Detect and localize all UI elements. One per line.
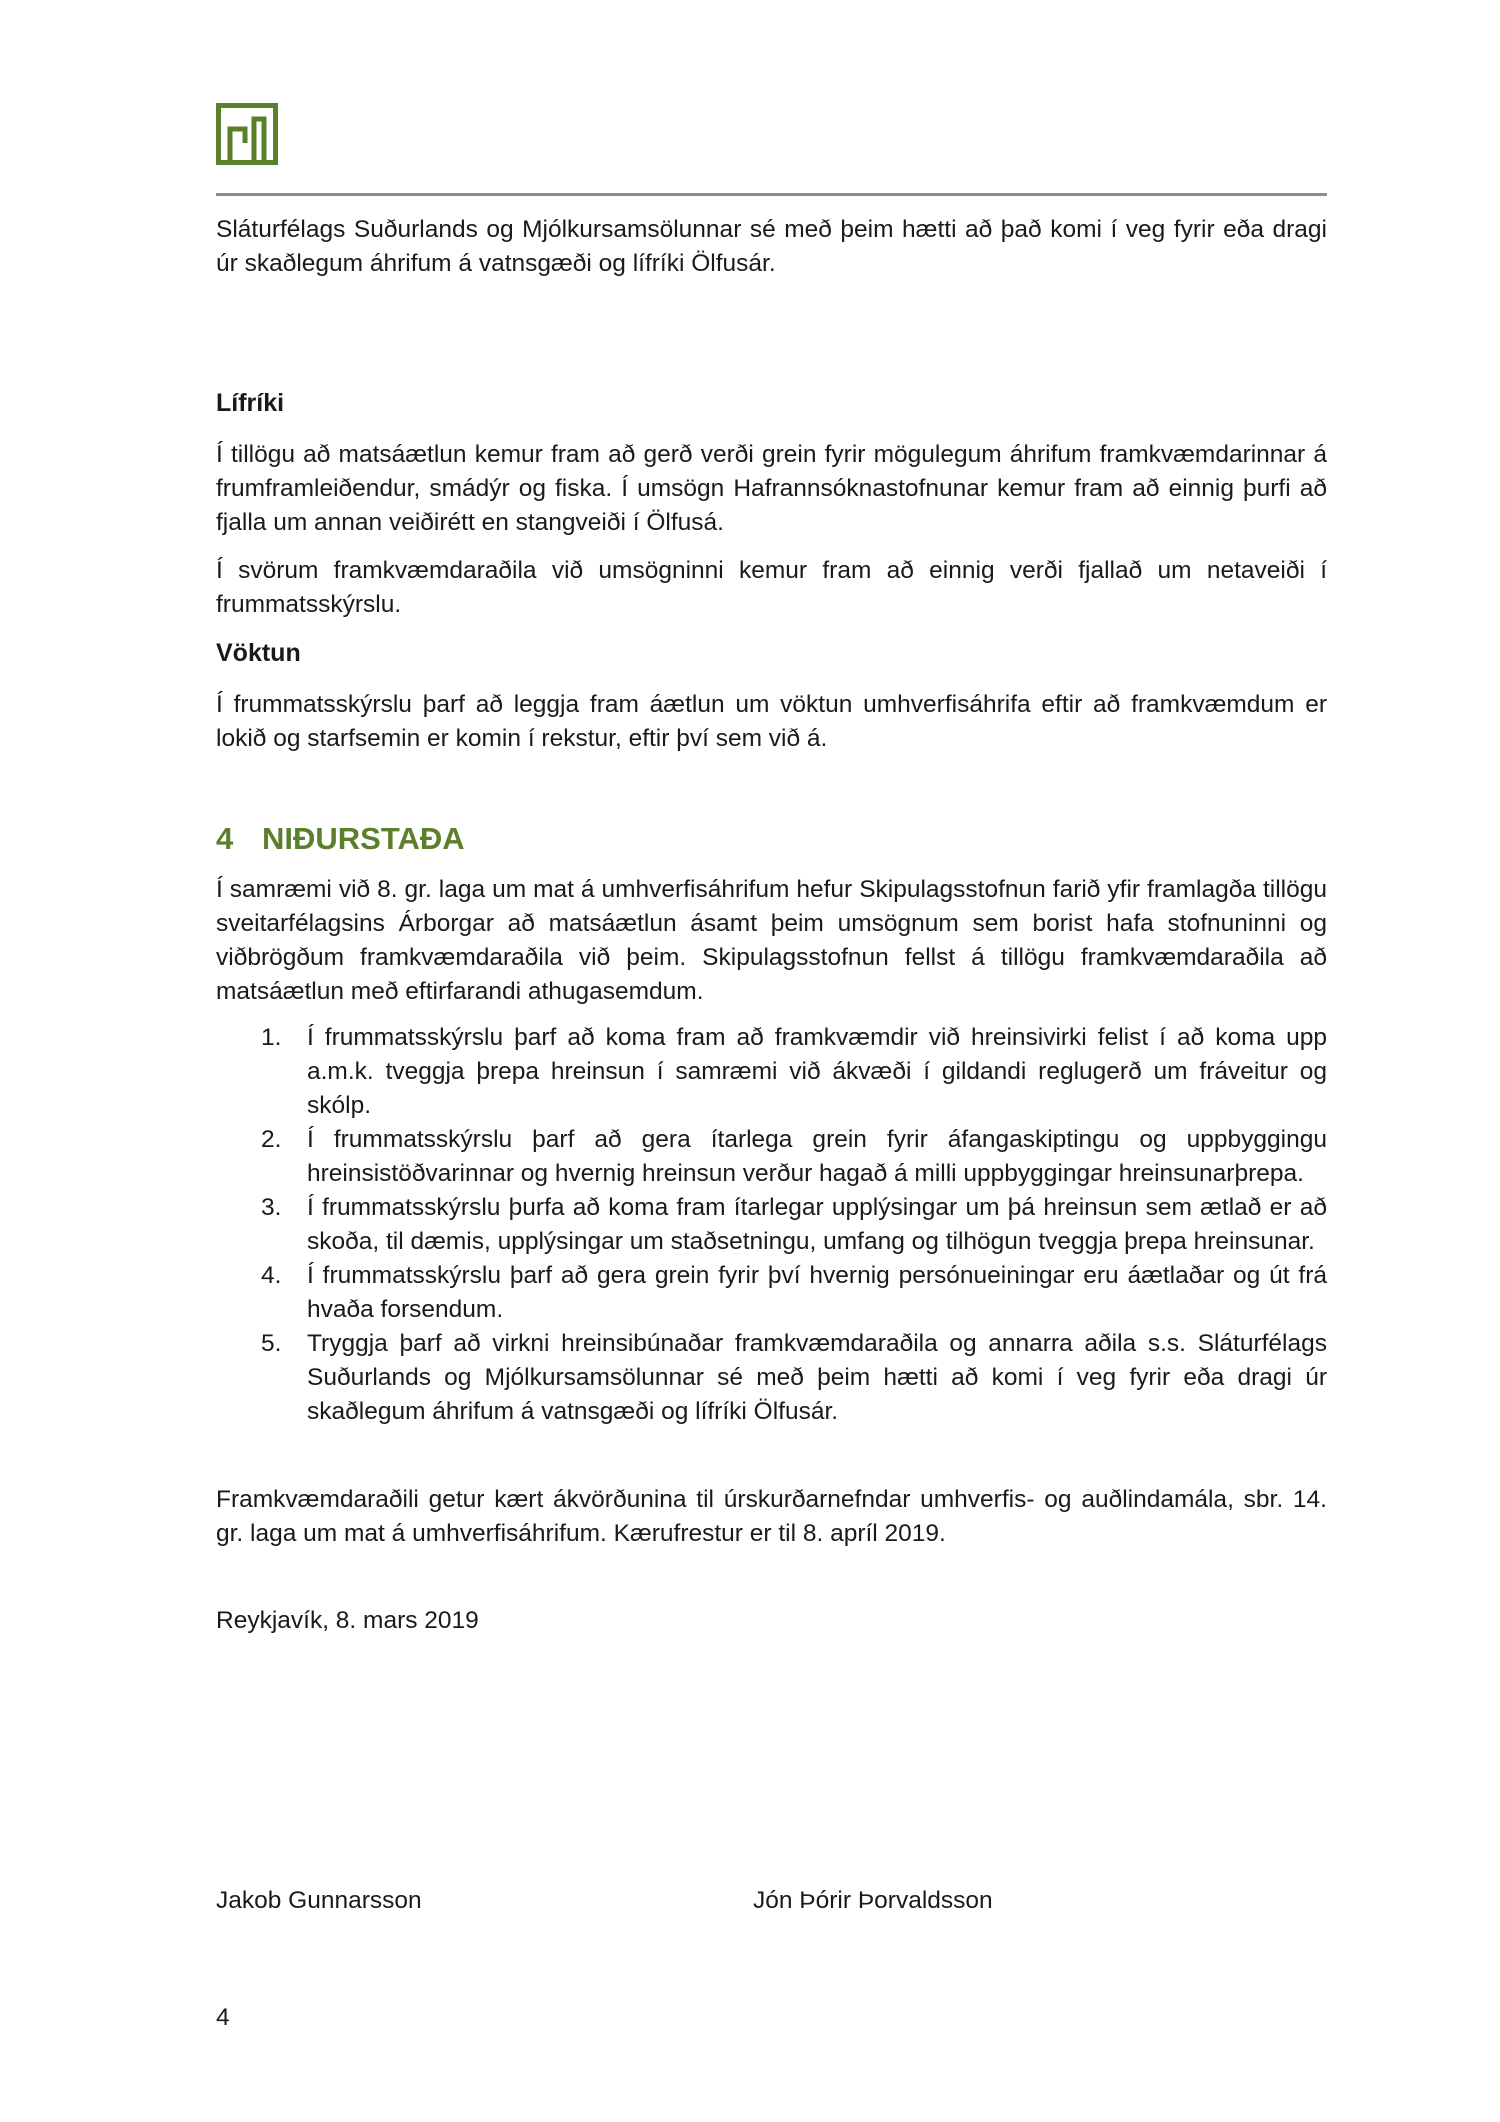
list-item xyxy=(261,1123,1327,1191)
list-item xyxy=(261,1327,1327,1429)
list-item-text: Í frummatsskýrslu þarf að gera grein fyrir því hvernig persónueiningar eru áætlaðar og út frá hvaða forsendum. xyxy=(307,1262,1327,1323)
list-item xyxy=(261,1259,1327,1327)
lifriki-paragraph-1: Í tillögu að matsáætlun kemur fram að gerð verði grein fyrir mögulegum áhrifum framkvæmdarinnar á frumframleiðendur, smádýr og fiska. Í umsögn Hafrannsóknastofnunar kemur fram að einnig þurfi að fjalla um annan veiðirétt en stangveiði í Ölfusá. xyxy=(216,441,1327,536)
list-item xyxy=(261,1021,1327,1123)
voktun-heading: Vöktun xyxy=(216,639,301,667)
list-item xyxy=(261,1191,1327,1259)
section-number: 4 xyxy=(216,821,234,856)
list-item-number: 2. xyxy=(261,1126,282,1153)
list-item-number: 1. xyxy=(261,1024,282,1051)
list-item-text: Í frummatsskýrslu þarf að koma fram að framkvæmdir við hreinsivirki felist í að koma upp a.m.k. tveggja þrepa hreinsun í samræmi við ákvæði í gildandi reglugerð um fráveitur og skólp. xyxy=(307,1024,1327,1119)
lifriki-heading: Lífríki xyxy=(216,389,285,417)
requirements-list xyxy=(216,1021,1327,1429)
appeal-paragraph: Framkvæmdaraðili getur kært ákvörðunina til úrskurðarnefndar umhverfis- og auðlindamála, sbr. 14. gr. laga um mat á umhverfisáhrifum. Kærufrestur er til 8. apríl 2019. xyxy=(216,1486,1327,1547)
section-heading xyxy=(216,819,1327,859)
section-title: NIÐURSTAÐA xyxy=(262,821,465,856)
page-number: 4 xyxy=(216,2004,230,2031)
list-item-number: 3. xyxy=(261,1194,282,1221)
list-item-text: Tryggja þarf að virkni hreinsibúnaðar framkvæmdaraðila og annarra aðila s.s. Sláturfélags Suðurlands og Mjólkursamsölunnar sé með þeim hætti að komi í veg fyrir eða dragi úr skaðlegum áhrifum á vatnsgæði og lífríki Ölfusár. xyxy=(307,1330,1327,1425)
signatory-2: Jón Þórir Þorvaldsson xyxy=(753,1887,993,1914)
conclusion-paragraph: Í samræmi við 8. gr. laga um mat á umhverfisáhrifum hefur Skipulagsstofnun farið yfir framlagða tillögu sveitarfélagsins Árborgar að matsáætlun ásamt þeim umsögnum sem borist hafa stofnuninni og viðbrögðum framkvæmdaraðila við þeim. Skipulagsstofnun fellst á tillögu framkvæmdaraðila að matsáætlun með eftirfarandi athugasemdum. xyxy=(216,876,1327,1005)
intro-paragraph: Sláturfélags Suðurlands og Mjólkursamsölunnar sé með þeim hætti að það komi í veg fyrir eða dragi úr skaðlegum áhrifum á vatnsgæði og lífríki Ölfusár. xyxy=(216,216,1327,277)
document-body xyxy=(216,213,1327,1638)
place-and-date: Reykjavík, 8. mars 2019 xyxy=(216,1607,479,1634)
list-item-number: 4. xyxy=(261,1262,282,1289)
header-divider xyxy=(216,193,1327,196)
list-item-text: Í frummatsskýrslu þurfa að koma fram ítarlegar upplýsingar um þá hreinsun sem ætlað er að skoða, til dæmis, upplýsingar um staðsetningu, umfang og tilhögun tveggja þrepa hreinsunar. xyxy=(307,1194,1327,1255)
signatory-1: Jakob Gunnarsson xyxy=(216,1887,422,1914)
voktun-paragraph: Í frummatsskýrslu þarf að leggja fram áætlun um vöktun umhverfisáhrifa eftir að framkvæmdum er lokið og starfsemin er komin í rekstur, eftir því sem við á. xyxy=(216,691,1327,752)
lifriki-paragraph-2: Í svörum framkvæmdaraðila við umsögninni kemur fram að einnig verði fjallað um netaveiði í frummatsskýrslu. xyxy=(216,557,1327,618)
list-item-text: Í frummatsskýrslu þarf að gera ítarlega grein fyrir áfangaskiptingu og uppbyggingu hreinsistöðvarinnar og hvernig hreinsun verður hagað á milli uppbyggingar hreinsunarþrepa. xyxy=(307,1126,1327,1187)
list-item-number: 5. xyxy=(261,1330,282,1357)
organization-logo-icon xyxy=(216,103,278,165)
